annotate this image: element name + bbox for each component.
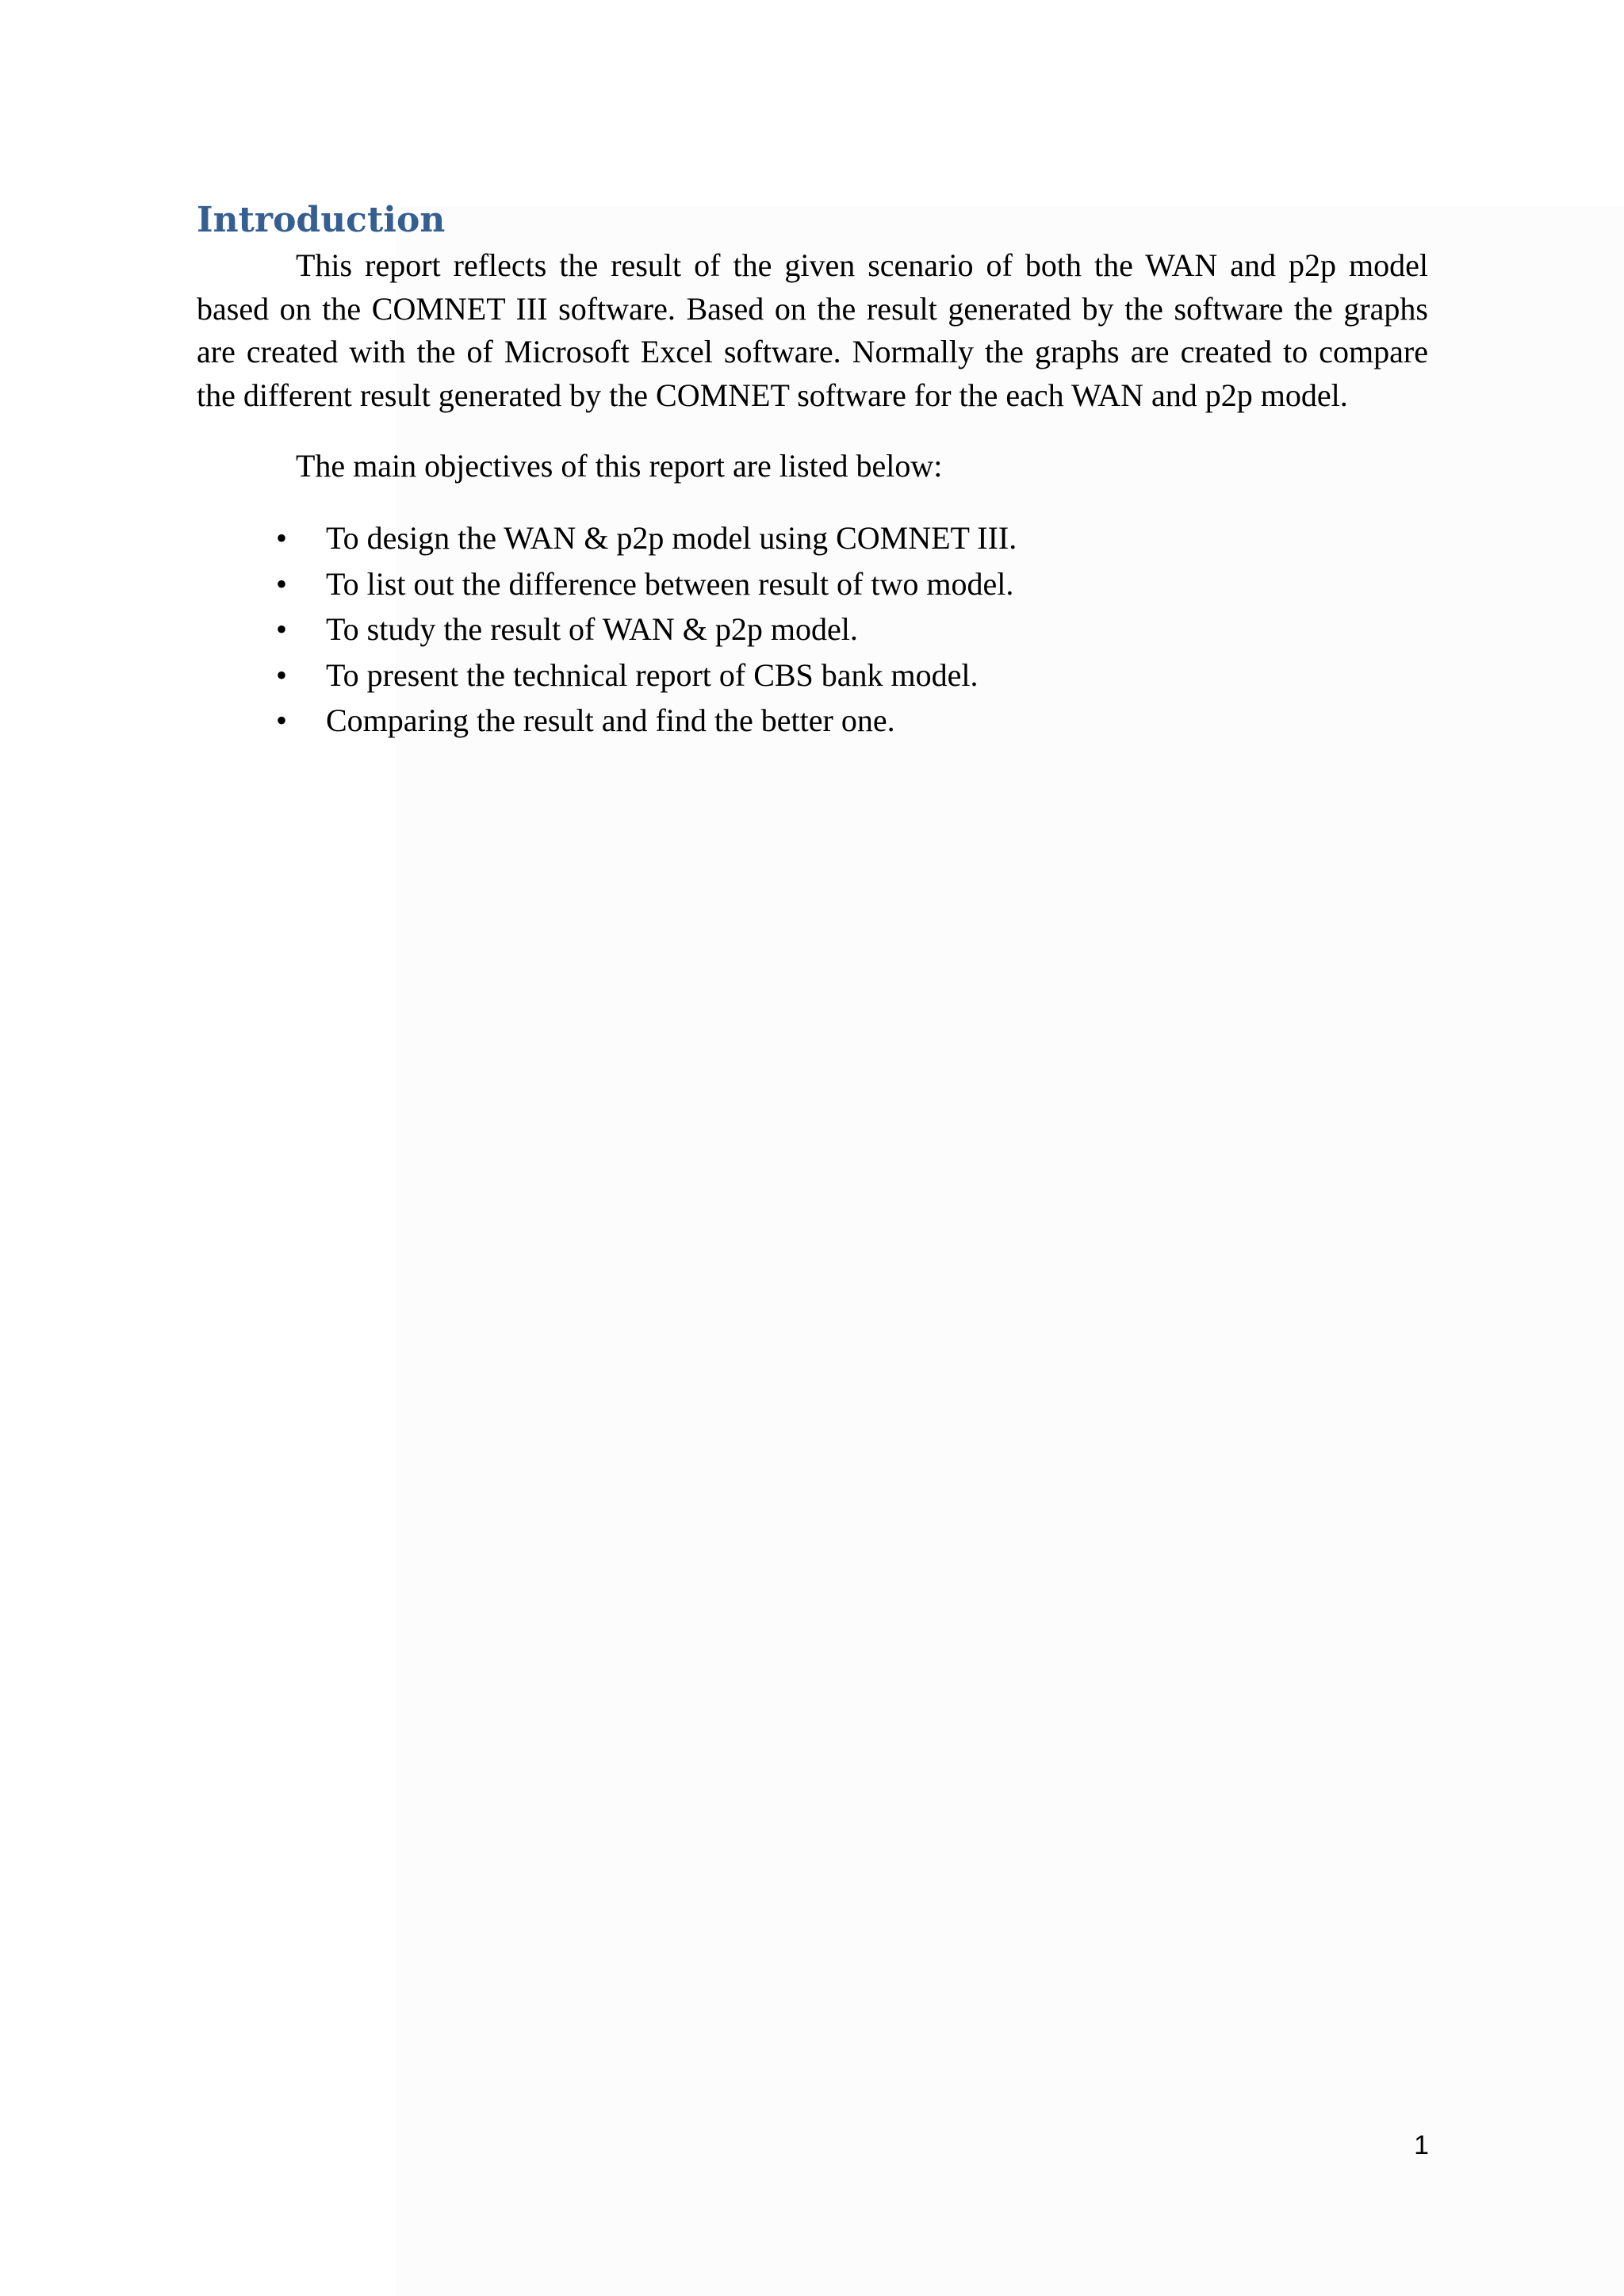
list-item	[197, 652, 1428, 698]
list-item	[197, 698, 1428, 744]
list-item	[197, 607, 1428, 652]
bullet-icon: •	[276, 565, 288, 602]
bullet-icon: •	[276, 702, 288, 739]
bullet-icon: •	[276, 519, 288, 556]
bullet-icon: •	[276, 611, 288, 648]
page-content	[197, 197, 1428, 744]
list-item	[197, 515, 1428, 561]
objectives-intro-paragraph: The main objectives of this report are listed below:	[296, 448, 943, 484]
intro-paragraph: This report reflects the result of the given scenario of both the WAN and p2p model based on the COMNET III software. Based on the result generated by the software the graphs are created with the of Microsoft Excel software. Normally the graphs are created to compare the different result generated by the COMNET software for the each WAN and p2p model.	[197, 247, 1428, 413]
list-item-text: Comparing the result and find the better one.	[326, 702, 895, 739]
list-item-text: To present the technical report of CBS bank model.	[326, 656, 979, 693]
list-item	[197, 561, 1428, 607]
list-item-text: To study the result of WAN & p2p model.	[326, 611, 858, 648]
page-number: 1	[1414, 2130, 1429, 2160]
list-item-text: To design the WAN & p2p model using COMNET III.	[326, 519, 1017, 556]
bullet-icon: •	[276, 656, 288, 693]
section-heading: Introduction	[197, 200, 446, 240]
objectives-list	[197, 515, 1428, 744]
list-item-text: To list out the difference between result of two model.	[326, 565, 1014, 602]
